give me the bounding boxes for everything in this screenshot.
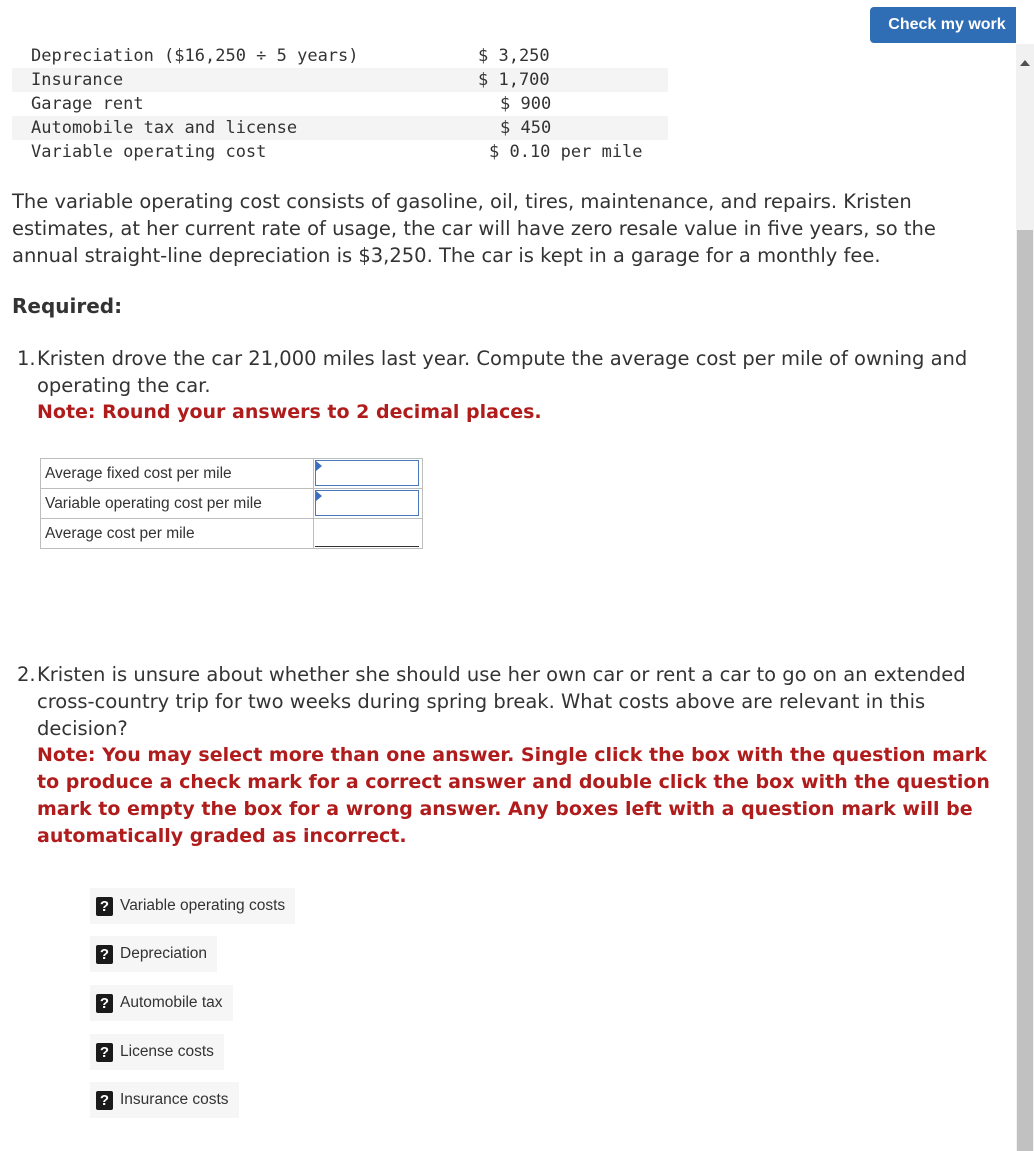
- question-mark-icon[interactable]: ?: [96, 1043, 113, 1062]
- cost-value: $ 900: [500, 94, 552, 114]
- choice-label: Automobile tax: [120, 994, 223, 1011]
- table-row: [41, 459, 423, 489]
- cost-value: $ 450: [500, 118, 552, 138]
- vertical-scrollbar[interactable]: [1016, 44, 1034, 1151]
- question-2-number: 2.: [17, 663, 36, 686]
- choice-label: Variable operating costs: [120, 897, 286, 914]
- question-2-text: Kristen is unsure about whether she should use her own car or rent a car to go on an extended cross-country trip for two weeks during spring break. What costs above are relevant in this decision?: [37, 663, 966, 740]
- table-row: [41, 519, 423, 549]
- choice-license-costs[interactable]: [90, 1034, 224, 1070]
- choice-variable-operating-costs[interactable]: [90, 888, 295, 924]
- question-1-note: Note: Round your answers to 2 decimal places.: [37, 401, 542, 423]
- cost-table: [12, 44, 668, 164]
- input-marker-icon: [316, 461, 322, 471]
- input-marker-icon: [316, 491, 322, 501]
- cost-value: $ 3,250: [478, 46, 550, 66]
- cost-value: $ 0.10 per mile: [489, 142, 643, 162]
- question-mark-icon[interactable]: ?: [96, 897, 113, 916]
- cost-row-auto-tax-license: [12, 116, 668, 140]
- question-mark-icon[interactable]: ?: [96, 945, 113, 964]
- question-mark-icon[interactable]: ?: [96, 1091, 113, 1110]
- variable-cost-input[interactable]: [315, 490, 419, 516]
- question-2-note: Note: You may select more than one answer. Single click the box with the question mark to produce a check mark for a correct answer and double click the box with the question mark to empty the box for a wrong answer. Any boxes left with a question mark will be automatically graded as incorrect.: [37, 744, 990, 847]
- intro-paragraph: The variable operating cost consists of gasoline, oil, tires, maintenance, and repairs. Kristen estimates, at her current rate of usage, the car will have zero resale value in five years, so the annual straight-line depreciation is $3,250. The car is kept in a garage for a monthly fee.: [12, 190, 936, 267]
- choice-label: Insurance costs: [120, 1091, 229, 1108]
- cost-row-garage-rent: [12, 92, 668, 116]
- input-cell: [314, 489, 423, 519]
- question-1-number: 1.: [17, 347, 36, 370]
- question-1-text: Kristen drove the car 21,000 miles last year. Compute the average cost per mile of owning and operating the car.: [37, 347, 968, 397]
- cost-label: Automobile tax and license: [31, 118, 298, 138]
- answer-table: [40, 458, 423, 549]
- row-label-avg-fixed-cost: Average fixed cost per mile: [41, 459, 314, 489]
- cost-value: $ 1,700: [478, 70, 550, 90]
- choice-insurance-costs[interactable]: [90, 1082, 239, 1118]
- cost-row-depreciation: [12, 44, 668, 68]
- avg-fixed-cost-input[interactable]: [315, 460, 419, 486]
- cost-label: Insurance: [31, 70, 124, 90]
- scroll-up-arrow-icon[interactable]: [1020, 60, 1030, 66]
- table-row: [41, 489, 423, 519]
- required-heading: Required:: [12, 294, 123, 318]
- row-label-avg-cost: Average cost per mile: [41, 519, 314, 549]
- question-2: [17, 661, 1012, 850]
- row-label-variable-cost: Variable operating cost per mile: [41, 489, 314, 519]
- cost-label: Depreciation ($16,250 ÷ 5 years): [31, 46, 359, 66]
- cost-row-insurance: [12, 68, 668, 92]
- input-cell: [314, 459, 423, 489]
- choice-label: License costs: [120, 1043, 214, 1060]
- choice-depreciation[interactable]: [90, 936, 217, 972]
- choice-automobile-tax[interactable]: [90, 985, 233, 1021]
- total-cell: [314, 519, 423, 549]
- choice-label: Depreciation: [120, 945, 208, 962]
- cost-row-variable-operating: [12, 140, 668, 164]
- scrollbar-thumb[interactable]: [1017, 230, 1033, 1151]
- avg-cost-total-field: [315, 546, 419, 547]
- cost-label: Variable operating cost: [31, 142, 267, 162]
- question-mark-icon[interactable]: ?: [96, 994, 113, 1013]
- check-my-work-button[interactable]: Check my work: [870, 7, 1016, 43]
- question-1: [17, 345, 997, 426]
- cost-label: Garage rent: [31, 94, 144, 114]
